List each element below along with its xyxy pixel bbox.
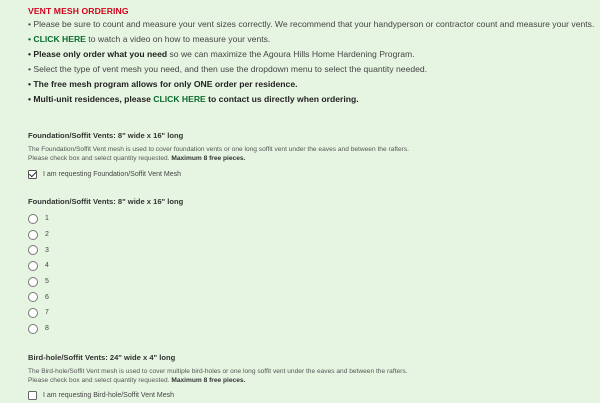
vent-mesh-form (28, 4, 595, 403)
birdhole-title: Bird-hole/Soffit Vents: 24" wide x 4" long (28, 352, 176, 362)
quantity-option-4[interactable] (28, 258, 588, 274)
quantity-option-7[interactable] (28, 305, 588, 321)
birdhole-max-pieces: Maximum 8 free pieces. (169, 376, 246, 384)
foundation-checkbox-row[interactable] (28, 167, 588, 181)
quantity-label-3: 3 (45, 246, 49, 254)
quantity-radio-8[interactable] (28, 324, 38, 334)
bullet-order-need-text: so we can maximize the Agoura Hills Home Hardening Program. (167, 49, 415, 59)
quantity-options (28, 211, 588, 337)
foundation-title: Foundation/Soffit Vents: 8" wide x 16" long (28, 131, 184, 140)
birdhole-checkbox[interactable] (28, 391, 37, 400)
foundation-description: The Foundation/Soffit Vent mesh is used to cover foundation vents or one long soffit vent under the eaves and between the rafters. (28, 146, 409, 153)
quantity-label-4: 4 (45, 262, 49, 270)
birdhole-instructions-text: Please check box and select quantity requested. (28, 376, 170, 384)
quantity-radio-4[interactable] (28, 261, 38, 271)
quantity-option-1[interactable] (28, 211, 588, 227)
birdhole-section (28, 353, 588, 403)
foundation-checkbox[interactable] (28, 170, 37, 179)
bullet-one-order (28, 77, 588, 92)
quantity-label-7: 7 (45, 309, 49, 317)
bullet-multi-unit-bold: • Multi-unit residences, please (28, 94, 154, 104)
quantity-radio-2[interactable] (28, 230, 38, 240)
quantity-radio-3[interactable] (28, 245, 38, 255)
contact-link[interactable]: CLICK HERE (153, 94, 206, 104)
bullet-order-need (28, 47, 588, 62)
quantity-radio-6[interactable] (28, 292, 38, 302)
foundation-quantity-title: Foundation/Soffit Vents: 8" wide x 16" long (28, 197, 184, 206)
foundation-quantity-group (28, 197, 588, 337)
foundation-section (28, 131, 588, 181)
bullet-one-order-bold: • The free mesh program allows for only ONE order per residence. (28, 79, 298, 89)
page-title: VENT MESH ORDERING (28, 6, 129, 16)
quantity-radio-5[interactable] (28, 277, 38, 287)
quantity-option-6[interactable] (28, 289, 588, 305)
foundation-instructions (28, 154, 588, 163)
birdhole-instructions (28, 376, 588, 385)
video-link[interactable]: • CLICK HERE (28, 34, 86, 44)
quantity-label-1: 1 (45, 215, 49, 223)
quantity-label-5: 5 (45, 278, 49, 286)
bullet-select-type: • Select the type of vent mesh you need, and then use the dropdown menu to select the quantity needed. (28, 64, 428, 74)
quantity-label-8: 8 (45, 325, 49, 333)
bullet-measure: • Please be sure to count and measure your vent sizes correctly. We recommend that your handyperson or contractor count and measure your vents. (28, 19, 595, 29)
foundation-max-pieces: Maximum 8 free pieces. (169, 155, 246, 162)
foundation-checkbox-label: I am requesting Foundation/Soffit Vent Mesh (43, 170, 182, 178)
bullet-multi-unit (28, 92, 588, 107)
bullet-order-need-bold: • Please only order what you need (28, 49, 168, 59)
bullet-video (28, 32, 588, 47)
quantity-label-6: 6 (45, 293, 49, 301)
birdhole-checkbox-label: I am requesting Bird-hole/Soffit Vent Mesh (43, 392, 174, 399)
bullet-video-text: to watch a video on how to measure your vents. (85, 34, 271, 44)
quantity-radio-7[interactable] (28, 308, 38, 318)
birdhole-checkbox-row[interactable] (28, 389, 588, 403)
quantity-label-2: 2 (45, 231, 49, 239)
quantity-option-3[interactable] (28, 242, 588, 258)
foundation-instructions-text: Please check box and select quantity requested. (28, 155, 170, 162)
quantity-option-2[interactable] (28, 227, 588, 243)
birdhole-description: The Bird-hole/Soffit Vent mesh is used to cover multiple bird-holes or one long soffit vent under the eaves and between the rafters. (28, 367, 408, 375)
quantity-option-5[interactable] (28, 274, 588, 290)
quantity-radio-1[interactable] (28, 214, 38, 224)
bullet-multi-unit-text: to contact us directly when ordering. (205, 94, 359, 104)
quantity-option-8[interactable] (28, 321, 588, 337)
